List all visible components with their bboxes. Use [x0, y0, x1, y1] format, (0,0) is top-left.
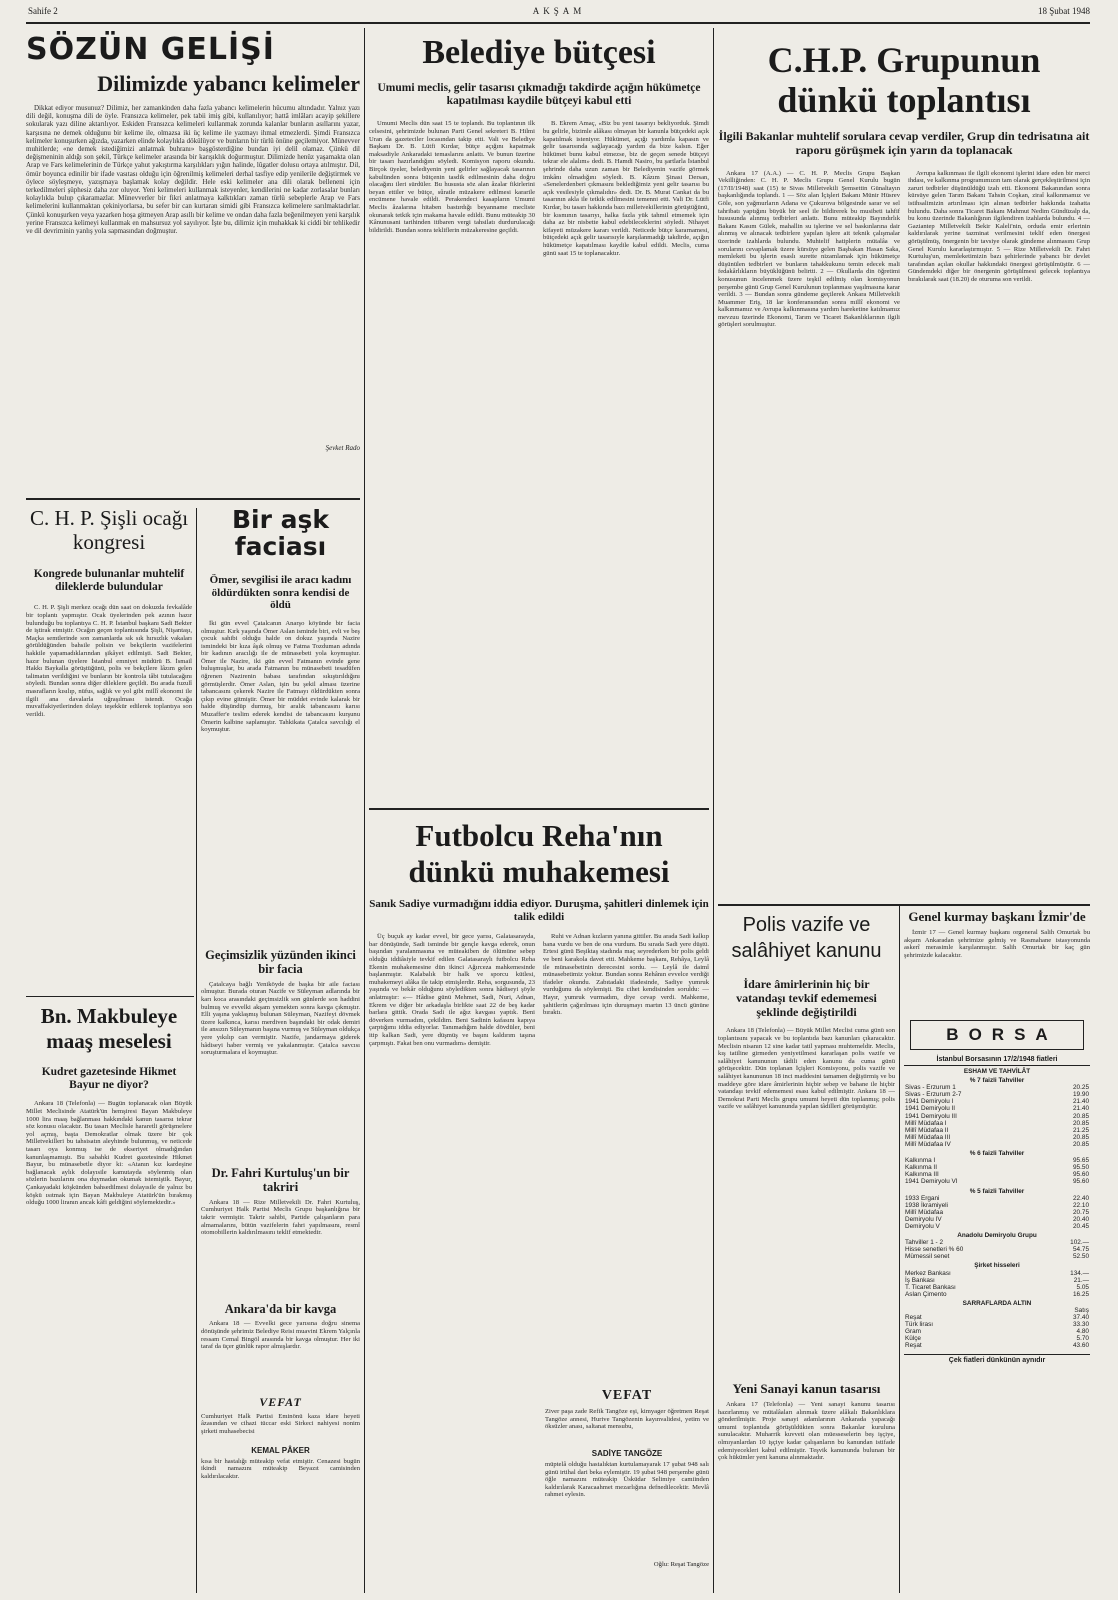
borsa-item-price: 95.65	[1073, 1157, 1089, 1165]
article-body: Ankara 17 (Telefonla) — Yeni sanayi kanunu tasarısı hazırlanmış ve mütalâaları alınmak üzere alâkalı Bakanlıklara gönderilmiştir. Proje sanayi adamlarının Ankarada yapacağı umumi toplantıda görüşüldükten sonra Bakanlar kuruluna sunulacaktır. Muharrik kuvveti olan müesseselerin beş işçiye, olmıyanlardan 10 işçiye kadar çalışanların bu kanundan istifade edemiyecekleri kabul edilmiştir. Teşvik kanununda bulunan bir çok hükümler yeni kanuna alınmaktadır.	[718, 1400, 895, 1462]
article-title: Futbolcu Reha'nın dünkü muhakemesi	[408, 818, 670, 889]
borsa-subtitle: İstanbul Borsasının 17/2/1948 fiatleri	[904, 1056, 1090, 1066]
section-rule	[369, 808, 709, 810]
article-title: Belediye bütçesi	[422, 34, 656, 71]
column-rule	[196, 508, 197, 1593]
article-body-col-2: Avrupa kalkınması ile ilgili ekonomi işlerini idare eden bir merci ihdası, ve kalkınma programımızın tam olarak gerçekleştirilmesi için zaruri tedbirler düşünüldüğü izah etti. Ekonomi Bakanından sonra kürsüye gelen Tarım Bakanı Tahsin Coşkan, ziraî kalkınmamız ve istihsalimizin artırılması için alınan tedbirler hakkında izahatta bulundu. Daha sonra Ticaret Bakanı Mahmut Nedim Gündüzalp da, bu konu üzerinde Bakanlığının ilgilendiren izahlarda bulundu. 4 — Gaziantep Milletvekili Bekir Kaleli'nin, orduda emir erlerinin kaldırılarak yerine tazminat verilmesini teklif eden önergesi görüşülmüş, önergenin bir tavsiye olarak gündeme alınmasını Grup Genel Kurulu kararlaştırmıştır. 5 — Rize Milletvekili Dr. Fahri Kurtuluş'un, memleketimizin bazı şehirlerinde yabancı bir devlet tarafından açılan okullar hakkındaki önergesi görüşülmüştür. 6 — Gündemdeki diğer bir önergenin görüşülmesi gelecek toplantıya bırakılarak saat (18.20) de oturuma son verildi.	[908, 169, 1090, 283]
borsa-item-price: 16.25	[1073, 1290, 1089, 1298]
borsa-item-price: 33.30	[1073, 1321, 1089, 1329]
borsa-row	[904, 1178, 1090, 1185]
sanayi-article	[718, 1382, 895, 1581]
page-number: Sahife 2	[28, 6, 58, 16]
obituary-name: SADİYE TANGÖZE	[591, 1449, 663, 1459]
borsa-group-heading: % 7 faizli Tahviller	[969, 1077, 1025, 1085]
issue-date: 18 Şubat 1948	[1037, 6, 1090, 16]
borsa-item-name: Sivas - Erzurum 1	[905, 1084, 956, 1092]
article-subtitle: Umumi meclis, gelir tasarısı çıkmadığı takdirde açığın hükümetçe kapatılması kaydile bütçeyi kabul etti	[377, 82, 701, 108]
borsa-item-price: 19.90	[1073, 1091, 1089, 1099]
ask-faciasi-article	[201, 506, 360, 922]
borsa-row	[904, 1120, 1090, 1127]
borsa-item-name: Millî Müdafaa II	[905, 1126, 949, 1134]
obituary-title: VEFAT	[259, 1395, 302, 1409]
article-body: İzmir 17 — Genel kurmay başkanı orgeneral Salih Omurtak bu akşam Ankaradan şehrimize gelmiş ve Rasmahane istasyonunda askerî merasimle karşılanmıştır. Salih Omurtak bir kaç gün şehrimizde kalacaktır.	[904, 928, 1090, 959]
borsa-group-heading: % 5 faizli Tahviller	[969, 1187, 1025, 1195]
borsa-item-price: 5.05	[1076, 1283, 1089, 1291]
borsa-item-name: Kalkınma III	[905, 1171, 939, 1179]
borsa-item-name: Mümessil senet	[905, 1253, 950, 1261]
borsa-section	[904, 1020, 1090, 1364]
obituary-body: Ziver paşa zade Refik Tangöze eşi, kimyager öğretmen Reşat Tangöze annesi, Hurive Tangözenin kayınvalidesi, yetim ve öksüzler anası, saltanat mensubu,	[545, 1408, 709, 1431]
borsa-item-name: 1941 Demiryolu III	[905, 1112, 957, 1120]
borsa-item-name: 1941 Demiryolu II	[905, 1105, 956, 1113]
borsa-row	[904, 1291, 1090, 1298]
genelkurmay-article	[904, 910, 1090, 993]
borsa-item-name: Millî Müdafaa III	[905, 1133, 951, 1141]
borsa-item-price: 95.60	[1073, 1178, 1089, 1186]
borsa-row	[904, 1216, 1090, 1223]
borsa-item-name: Türk lirası	[905, 1321, 934, 1329]
article-body-col-1: Üç buçuk ay kadar evvel, bir gece yarısı, Galatasarayda, bar dönüşünde, Sadi isminde bir gençle kavga ederek, onun başından yaralanmasına ve müteakiben de ölümüne sebep olduğu iddiâsiyle tevkif edilen Galatasaraylı futbolcu Reha Ekenin muhakemesine dün ikinci Ağırceza mahkemesinde başlanmıştır. Kalabalık bir halk ve sporcu kütlesi, muhakemeyi alâka ile takip etmişlerdir. Reha, sorgusunda, 23 yaşında ve bekâr olduğunu söyledikten sonra hâdiseyi şöyle anlatmıştır: «— Hâdise günü Mehmet, Sadi, Nuri, Adnan, Ekrem ve diğer bir arkadaşla birlikte saat 22 de beş kadar barlara gittik. Orada Sadi ile ağız kavgası yaptık. Beni döverken vurmadım, çekildim. Beni Sadinin kafasını kapıya çarptığımı iddia ediyorlar. Tanımadığım halde dövdüler, beni itip kalkan Sadi, yere düşmüş ve başını kaldırım taşına çarpmıştı. Fakat ben onu vurmadım» demiştir.	[369, 933, 535, 1047]
borsa-item-name: Kalkınma II	[905, 1164, 937, 1172]
borsa-row	[904, 1253, 1090, 1260]
borsa-row	[904, 1202, 1090, 1209]
borsa-row	[904, 1171, 1090, 1178]
article-title: C.H.P. Grupunun dünkü toplantısı	[767, 40, 1041, 120]
article-body-col-1: Ankara 17 (A.A.) — C. H. P. Meclis Grupu Başkan Vekilliğinden: C. H. P. Meclis Grupu Genel Kurulu bugün (17/II/1948) saat (15) te Sivas Milletvekili Şemsettin Günaltayın başkanlığında toplandı. 1 — Söz alan İçişleri Bakanı Münir Hüsrev Göle, son yağmurların Adana ve Çukurova bölgesinde sarar ve sel tahribatı yaptığını büyük bir seel ile bildirerek bu musibeti tahfif hususunda alınmış tedbirleri anlattı. Bunu müteakip Bayındırlık Bakanı Kasım Gülek, mahallin su işlerine ve sel baskınlarına dair alınmış ve alınacak tedbirlere yapılan işlere ait teknik çalışmalar üzerinde izahlarda bulundu. Muhtelif hatiplerin mütalâa ve sorularını cevaplamak üzere kürsüye gelen Başbakan Hasan Saka, memleketi bu işlerin esaslı surette nizamlamak için hükümetçe düşünülen tedbirleri ve bunların tahakkukunu temin edecek mali fedakârlıkların büyüklüğünü belirtti. 2 — Okullarda din öğretimi konusunun incelenmek üzere teşkil edilmiş olan komisyonun perşembe günü Grup Genel Kurulunun toplanması yaşılmasına karar verildi. 3 — Bundan sonra gündeme geçilerek Ankara Milletvekili Muammer Eriş, 18 lar konferansından sonra millî ekonomi ve kalkınmamız ve Avrupa kalkınmasına yardım hareketine katılmamız mevzuu üzerinde Ekonomi, Tarım ve Ticaret Bakanlıklarının ilgili görüşleri sorulmuştur.	[718, 169, 900, 329]
article-title: Bn. Makbuleye maaş meselesi	[40, 1004, 178, 1053]
borsa-item-name: Tahviller 1 - 2	[905, 1239, 944, 1247]
article-subtitle: Kudret gazetesinde Hikmet Bayur ne diyor?	[41, 1066, 177, 1092]
sozun-gelisi-article	[26, 34, 360, 452]
borsa-group-heading: Şirket hisseleri	[974, 1262, 1020, 1270]
borsa-item-name: Aslan Çimento	[905, 1290, 947, 1298]
article-title: Polis vazife ve salâhiyet kanunu	[731, 914, 882, 962]
borsa-row	[904, 1270, 1090, 1277]
borsa-row	[904, 1157, 1090, 1164]
borsa-item-price: 54.75	[1073, 1246, 1089, 1254]
article-title: Ankara'da bir kavga	[224, 1302, 337, 1316]
borsa-item-price: 21.—	[1073, 1276, 1089, 1284]
masthead-rule	[26, 22, 1090, 24]
borsa-item-name: Sivas - Erzurum 2-7	[905, 1091, 962, 1099]
article-subtitle: Sanık Sadiye vurmadığını iddia ediyor. Duruşma, şahitleri dinlemek için talik edildi	[369, 898, 709, 923]
borsa-item-price: 20.85	[1073, 1119, 1089, 1127]
borsa-row	[904, 1195, 1090, 1202]
borsa-item-price: Satış	[1074, 1307, 1089, 1314]
borsa-row	[904, 1335, 1090, 1342]
borsa-item-price: 95.60	[1073, 1171, 1089, 1179]
borsa-group-heading: % 6 faizli Tahviller	[969, 1150, 1025, 1158]
makbule-article	[26, 1004, 192, 1580]
section-rule	[718, 904, 1090, 906]
borsa-row	[904, 1134, 1090, 1141]
borsa-item-price: 5.70	[1076, 1335, 1089, 1343]
article-title: Bir aşk faciası	[231, 505, 330, 561]
section-rule	[26, 498, 360, 500]
borsa-item-price: 21.40	[1073, 1098, 1089, 1106]
borsa-footer: Çek fiatleri dünkünün aynıdır	[904, 1354, 1090, 1364]
article-subtitle: İlgili Bakanlar muhtelif sorulara cevap verdiler, Grup din tedrisatına ait raporu görüşmek için yarın da toplanacak	[718, 129, 1090, 157]
borsa-item-name: T. Ticaret Bankası	[905, 1283, 956, 1291]
article-body: Dikkat ediyor musunuz? Dilimiz, her zamankinden daha fazla yabancı kelimelerin hücumu altındadır. Yalnız yazı dili değil, konuşma dili de öyle. Fransızca kelimeler, pek tabii imiş gibi, kullanılıyor; hattâ imlâları acayip şekillere sokularak yazı diline aktarılıyor. Eskiden Fransızca kelimeleri kullanmak zorunda kalanlar bunların asıllarını yazar, karşısına ne demek olduğunu bir kelime ile, olmazsa iki üç kelime ile yazmayı ihmal etmezlerdi. Şimdi Fransızca kelimeler konuşurken ağızda, yazarken elinde kolaylıkla dökülüyor ve bunların bir türlü önüne geçilemiyor. Münevver muhitlerde; «ne demek istediğimizi anlatmak buhranı» başgösterdiğine bundan iyi delil olamaz. Çünkü dil değişmeninin aldığı son şekil, Türkçe kelimeler arasında bir karışıklık doğurmuştur. Dilimizde henüz yaşamakta olan Arap ve Fars kelimelerinin de Türkçe yahut yakıştırma karşılıkları yığın halinde, lûgatler dolusu ortaya atılmıştır. Dil, ömür boyunca edinilir bir ifade vasıtası olduğu için öğrenilmiş kelimeleri derhal tasfiye edip yenilerile değiştirmek ve öylece söyleşmeye, yazışmaya başlamak kolay değildir. Hele eski kelimeler ana dili olarak belleneni için terkedilmeleri şüphesiz daha zor oluyor. Yeni kelimeleri kullanmak isteyenler, kendilerini ne kadar zorlasalar bunları kolaylıkla bulup çıkaramazlar. Münevverler bir fikri anlatmaya kalktıkları zaman türlü sebeplerle Arap ve Fars kelimelerini kullanmaktan çekiniyorlarsa, bu sefer bir can kurtaran simidi gibi Fransızca kelimelere sarılmaktadırlar. Çünkü konuşurken veya yazarken hoşa gitmeyen Arap asıllı bir kelime ve ondan daha fazla beğenilmeyen yeni karşılık yerine Fransızca kelimeyi kullanmak en mahsursuz yol sayılıyor. İşte bu, dilimiz için muhakkak ki ciddi bir tehlikedir ve dil devriminin yanlış yola sapmasından doğmuştur.	[26, 104, 360, 236]
obituary-body: Cumhuriyet Halk Partisi Eminönü kaza idare heyeti âzasından ve cihazi tüccar eski Sirkeci nahiyesi nonim şirketi muhasebecisi	[201, 1412, 360, 1435]
borsa-row	[904, 1239, 1090, 1246]
borsa-item-name: Merkez Bankası	[905, 1269, 951, 1277]
borsa-row	[904, 1246, 1090, 1253]
borsa-item-price: 134.—	[1070, 1269, 1089, 1277]
article-body-col-2: B. Ekrem Amaç, «Biz bu yeni tasarıyı bekliyorduk. Şimdi bu gelirle, bizimle alâkası olmayan bir kanunla bütçedeki açık kapatılmak isteniyor. Hükümet, açığı yardımla kapasın ve gelir tasarısında sağlayacağı yardım da bize kalsın. Eğer hükümet bunu kabul etmezse, biz de geçen senede bütçeyi tekrar ele alalım» dedi. B. Hamdi Nasiro, bu şartlarla İstanbul şehrinde daha uzun zaman bir Belediyenin vazife görmek imkânı olmadığını söyledi. B. Kâzım Şinasi Dersan, «Senelerdenberi çıkmasını beklediğimiz yeni gelir tasarısı bu açık vesilesiyle çıkmalıdır» dedi. Dr. B. Murat Cankat da bu tasarının akla ile tetkik edilmesini temenni etti. Vali Dr. Lütfi Kırdar, bu tasarı hakkında bazı milletvekillerinin görüştüğünü, bir kısmının tasarıyı, halka fazla yük tahmil etmemek için daha az bir nisbette kabul edebileceklerini söyledi. Nihayet kifayeti müzakere kararı verildi. Neticede bütçe kararnamesi, bütçedeki açık gelir tasarısıyle karşılanmadığı takdirde, açığın hükümetçe kapatılması kaydile kabul edildi. Meclis, cuma günü saat 15 te toplanacaktır.	[543, 120, 709, 257]
column-rule	[713, 28, 714, 1593]
column-rule	[364, 28, 365, 1593]
borsa-item-name: Demiryolu IV	[905, 1215, 942, 1223]
article-subtitle: Kongrede bulunanlar muhtelif dileklerde bulundular	[33, 568, 185, 594]
borsa-item-price: 4.80	[1076, 1328, 1089, 1336]
masthead	[28, 6, 1090, 20]
borsa-row	[904, 1127, 1090, 1134]
borsa-group-heading: SARRAFLARDA ALTIN	[962, 1299, 1032, 1307]
article-body: Ankara 18 (Telefonla) — Bugün toplanacak olan Büyük Millet Meclisinde Atatürk'ün hemşiresi Bayan Makbuleye 1000 lira maaş bağlanması hakkındaki kanun tasarısı tekrar söz konusu olacaktır. Bu tasarı Meclisle hararetli görüşmelere yol açmış, başta Demokratlar olmak üzere bir çok Milletvekilleri bu tahsisatın aleyhinde bulunmuş, ve neticede tasarı oya konmuş ise de ekseriyet olmadığından kanunlaşmamıştı. Bu sabahki Kudret gazetesinde Hikmet Bayur, bu münasebetle diyor ki: «Atanın kız kardeşine bağlanacak aylık dolayısile kamutayda söylenmiş olan sözlerin bazılarını ona duymadan okumak istemiştik. Bayur, Çankayadaki köşkünden bahsedilmesi dolayısile de yalnız bu köşkü ısıtmak için Bayan Makbuleye Atatürk'ün bırakmış olduğu 1000 liranın ancak kâfi geldiğini söylemektedir.»	[26, 1100, 192, 1207]
section-rule	[26, 996, 194, 997]
borsa-item-name: Millî Müdafaa I	[905, 1119, 947, 1127]
borsa-row	[904, 1209, 1090, 1216]
article-subtitle: Ömer, sevgilisi ile aracı kadını öldürdükten sonra kendisi de öldü	[209, 574, 352, 612]
borsa-row	[904, 1098, 1090, 1105]
borsa-row	[904, 1113, 1090, 1120]
column-rule	[899, 906, 900, 1593]
article-title: Yeni Sanayi kanun tasarısı	[732, 1381, 881, 1396]
article-body: Çatalcaya bağlı Yeniköyde de başka bir aile faciası olmuştur. Burada oturan Nazife ve Süleyman adlarında bir karı koca arasındaki geçimsizlik son günlerde son haddini bulmuş ve evvelki akşam yemekten sonra kavga çıkmıştır. Elli yaşına yaklaşmış bulunan Süleyman, Nazifeyi dövmek üzere kalkınca, karısı merdiven başındaki bir odak demiri ile ansızın Süleymanın başına vurmuş ve Süleyman oldukça yere yıkılıp can vermiştir. Nazife, jandarmaya giderek hâdiseyi haber vermiş ve yakalanmıştır. Çatalca savcısı soruşturmalara el koymuştur.	[201, 980, 360, 1057]
obituary-body-2: kısa bir hastalığı müteakip vefat etmiştir. Cenazesi bugün ikindi namazını müteakip Beyazıt camisinden kaldırılacaktır.	[201, 1457, 360, 1480]
borsa-item-price: 20.85	[1073, 1112, 1089, 1120]
borsa-item-price: 22.40	[1073, 1194, 1089, 1202]
borsa-item-name: Kalkınma I	[905, 1157, 936, 1165]
polis-article	[718, 912, 895, 1341]
article-subtitle: İdare âmirlerinin hiç bir vatandaşı tevkif edememesi şeklinde değiştirildi	[736, 977, 877, 1019]
obituary-signature: Oğlu: Reşat Tangöze	[653, 1561, 709, 1569]
article-title: C. H. P. Şişli ocağı kongresi	[29, 506, 189, 554]
obituary-title: VEFAT	[601, 1388, 653, 1403]
borsa-row	[904, 1164, 1090, 1171]
article-body-col-2: Ruhi ve Adnan kızların yanına gittiler. Bu arada Sadi kalkıp bana vurdu ve ben de ona vurdum. Bu sırada Sadi yere düştü. Ertesi günü Beşiktaş stadında maç seyrederken bir polis geldi ve beni karakola davet etti. Mahkeme başkanı, Rehâya, Leylâ ile münasebetinin derecesini sordu. — Leylâ ile daimî münasebetimiz yoktur. Bundan sonra Rehânın evvelce verdiği ifadeler okundu. Zabıtadaki ifadesinde, Sadiye yumruk vurduğunu da söylemişti. Bu cihet kendisinden soruldu: — Hayır, yumruk vurmadım, diye cevap verdi. Mahkeme, şahitlerin çağırılması için duruşmayı martın 13 üncü gününe bıraktı.	[543, 933, 709, 1017]
borsa-item-name: Reşat	[905, 1342, 922, 1350]
article-title: Dilimizde yabancı kelimeler	[97, 71, 360, 96]
borsa-item-price: 37.40	[1073, 1314, 1089, 1322]
borsa-item-price: 52.50	[1073, 1253, 1089, 1261]
kurtulus-article	[201, 1166, 360, 1295]
borsa-item-price: 20.85	[1073, 1140, 1089, 1148]
borsa-item-name: Millî Müdafaa	[905, 1208, 944, 1216]
borsa-group-heading: Anadolu Demiryolu Grupu	[957, 1232, 1037, 1240]
obituary-name: KEMAL PÂKER	[251, 1445, 310, 1455]
borsa-item-price: 102.—	[1070, 1239, 1089, 1247]
author-signature: Şevket Rado	[325, 444, 360, 452]
borsa-item-price: 20.45	[1073, 1222, 1089, 1230]
borsa-title: BORSA	[910, 1020, 1084, 1050]
borsa-row	[904, 1091, 1090, 1098]
article-title: Geçimsizlik yüzünden ikinci bir facia	[205, 948, 356, 977]
article-body: C. H. P. Şişli merkez ocağı dün saat on dokuzda fevkalâde bir toplantı yapmıştır. Ocak üyelerinden pek azının hazır bulunduğu bu toplantıya C. H. P. İstanbul başkanı Sadi Bekter de iştirak etmiştir. Ocağın geçen toplantısında Şişli, Nişantaşı, Maçka semtlerinde son zamanlarda sık sık hırsızlık vakaları görüldüğünden bahsile polisin ve bekçilerin vazifelerini hakkile yapamadıklarından şikâyet edilmişti. Sadi Bekter, hazır bulunan üyelere İstanbul emniyet müdürü B. İsmail Hakkı Baykalla görüştüğünü, polis ve bekçilere lâzım gelen talimatın verildiğini ve bunların bir kontrola tâbi tutulacağını söyledi. Bundan sonra diğer dileklere geçildi. Bu arada fuzulî masrafların kısılıp, nüfus, sağlık ve yol gibi millî ekonomi ile ilgili ana davalarla uğraşılması istendi. Ocağa muvaffakiyetlerinden dolayı teşekkür edilerek toplantıya son verildi.	[26, 604, 192, 718]
article-body-col-1: Umumi Meclis dün saat 15 te toplandı. Bu toplantının ilk celsesini, şehrimizde bulunan Parti Genel sekreteri B. Hilmi Uran da gazeteciler locasından takip etti. Vali ve Belediye Başkanı Dr. B. Lütfi Kırdar, bütçe açığını kapatmak maksadiyle Ankaradaki temaslarını anlattı. Ve bunun üzerine bir tasarı hazırlandığını söyledi. Komisyon raporu okundu. Birçok üyeler, belediyenin yeni gelirler sağlayacak tasarının kabulünden sonra bütçenin tasdik edilmesinin daha doğru olacağını ileri sürdüler. Bu hususta söz alan âzalar fikirlerini beyan ettiler ve bütçe, sûratle müzakere edilmesi kararile encümene havale edildi. Perakendeci kasapların Umumi Meclis âzalarına hitaben bastırdığı beyanname mecliste okunarak tetkik için makama havale edildi. Bunu müteakip 30 Kânunusani tarihinden itibaren vergi tahsilatı durdurulacağı bildirildi. Bundan sonra tekliflerin müzakeresine geçildi.	[369, 120, 535, 234]
borsa-item-price: 22.10	[1073, 1201, 1089, 1209]
sisli-article	[26, 506, 192, 952]
borsa-item-name: Gram	[905, 1328, 921, 1336]
borsa-item-name: 1938 İkramiyeli	[905, 1201, 948, 1209]
borsa-item-name	[904, 1307, 1042, 1314]
borsa-row	[904, 1277, 1090, 1284]
chp-grup-article	[718, 40, 1090, 782]
borsa-row	[904, 1342, 1090, 1349]
obituary-body-2: müptelâ olduğu hastalıktan kurtulamayarak 17 şubat 948 salı günü irtihal dari beka eylemiştir. 19 şubat 948 perşembe günü öğle namazını müteakip Üsküdar Selimiye camiinden kaldırılarak Karacaahmet mezarlığına defnedilecektir. Mevlâ rahmet eylesin.	[545, 1461, 709, 1499]
borsa-row	[904, 1084, 1090, 1091]
borsa-row	[904, 1223, 1090, 1230]
borsa-item-price: 20.40	[1073, 1215, 1089, 1223]
borsa-item-price: 20.85	[1073, 1133, 1089, 1141]
borsa-item-price: 20.25	[1073, 1084, 1089, 1092]
borsa-row	[904, 1105, 1090, 1112]
borsa-item-name: Reşat	[905, 1314, 922, 1322]
obituary-left	[201, 1396, 360, 1502]
borsa-item-name: 1941 Demiryolu VI	[905, 1178, 958, 1186]
kavga-article	[201, 1302, 360, 1390]
borsa-item-name: Demiryolu V	[905, 1222, 940, 1230]
article-title: Dr. Fahri Kurtuluş'un bir takriri	[211, 1166, 350, 1195]
borsa-row	[904, 1284, 1090, 1291]
borsa-row	[904, 1328, 1090, 1335]
borsa-item-price: 43.60	[1073, 1342, 1089, 1350]
borsa-item-price: 21.25	[1073, 1126, 1089, 1134]
borsa-row	[904, 1141, 1090, 1148]
borsa-row	[904, 1321, 1090, 1328]
borsa-item-name: 1941 Demiryolu I	[905, 1098, 954, 1106]
borsa-item-name: İş Bankası	[905, 1276, 935, 1284]
borsa-table	[904, 1066, 1090, 1350]
article-body: Ankara 18 — Evvelki gece yarısına doğru sinema dönüşünde şehrimiz Belediye Reisi muavini Ekrem Yalçınla ressam Cemal Bingöl arasında bir kavga olmuştur. Her iki taraf da üçer günlük rapor almışlardır.	[201, 1320, 360, 1351]
gecimsizlik-article	[201, 948, 360, 1169]
borsa-item-name: Külçe	[905, 1335, 921, 1343]
borsa-item-price: 21.40	[1073, 1105, 1089, 1113]
borsa-item-price: 95.50	[1073, 1164, 1089, 1172]
article-title: Genel kurmay başkanı İzmir'de	[908, 909, 1086, 924]
borsa-item-price: 20.75	[1073, 1208, 1089, 1216]
borsa-row	[904, 1314, 1090, 1321]
obituary-middle	[545, 1388, 709, 1568]
borsa-row	[904, 1307, 1090, 1314]
column-kicker: SÖZÜN GELİŞİ	[26, 32, 275, 67]
borsa-item-name: Hisse senetleri % 60	[905, 1246, 964, 1254]
borsa-item-name: 1933 Ergani	[905, 1194, 940, 1202]
borsa-group-heading: ESHAM VE TAHVİLÂT	[963, 1068, 1031, 1075]
article-body: Ankara 18 (Telefonla) — Büyük Millet Meclisi cuma günü son toplantısını yapacak ve bu toplantıda bazı kanunları çıkaracaktır. Meclisin nisanın 12 sine kadar tatil yapması muhtemeldir. Meclis, kış tatiline girmeden yeniyetilmesi kararlaşan polis vazife ve salâhiyet kanununun tâdili eden kanunu da cuma günü görüşecektir. Dün toplanan İçişleri Komisyonu, polis vazife ve salâhiyet kanununun 18 inci maddesini tamamen değiştirmiş ve bu maddeye göre idare âmirlerinin hiçbir sebep ve bahane ile hiçbir vatandaşı tevkif edememesi esası kabul edilmiştir. Ankara 18 — Demokrat Parti Meclis grupu umumi heyeti dün toplanmış; polis vazife ve salâhiyet kanununda yapılan tâdilleri görüşmüştür.	[718, 1027, 895, 1111]
paper-name: AKŞAM	[532, 6, 586, 16]
belediye-article	[369, 34, 709, 740]
article-body: Ankara 18 — Rize Milletvekili Dr. Fahri Kurtuluş, Cumhuriyet Halk Partisi Meclis Grupu başkanlığına bir takrir vermiştir. Takrir sahibi, Partide çalışanların para almamalarını, bütün vazifelerin fahri yapılmasını, resmî otomobillerin kaldırılmasını teklif etmektedir.	[201, 1198, 360, 1237]
article-body: İki gün evvel Çatalcanın Anarşo köyünde bir facia olmuştur. Kırk yaşında Ömer Aslan isminde biri, evli ve beş çocuk sahibi olduğu halde on dokuz yaşında Nazire ismindeki bir kıza âşık olmuş ve Fatma Tozduman adında bir kadının aracılığı ile de münasebeti yola koymuştur. Ömer ile Nazire, iki gün evvel Fatmanın evinde gene buluşmuşlar, bu arada Fatmanın bu münasebeti tesadüfen öğrenen Nazirenin babası tarafından sıkıştırıldığını görmüşlerdir. Ömer Aslan, işin bu şekil alması üzerine tabancasını çekerek Nazire ile Fatmayı öldürdükten sonra çıkıp evine gitmiştir. Ömer bir müddet evinde kalarak bir halde düşündüp durmuş, bir aralık tabancasını karısı Muzaffer'e teslim ederek kendisi de tabancasını kurşunu Ömerin kalbine saplamıştır. Tahkikata Çatalca savcılığı el koymuştur.	[201, 619, 360, 734]
borsa-item-name: Millî Müdafaa IV	[905, 1140, 951, 1148]
